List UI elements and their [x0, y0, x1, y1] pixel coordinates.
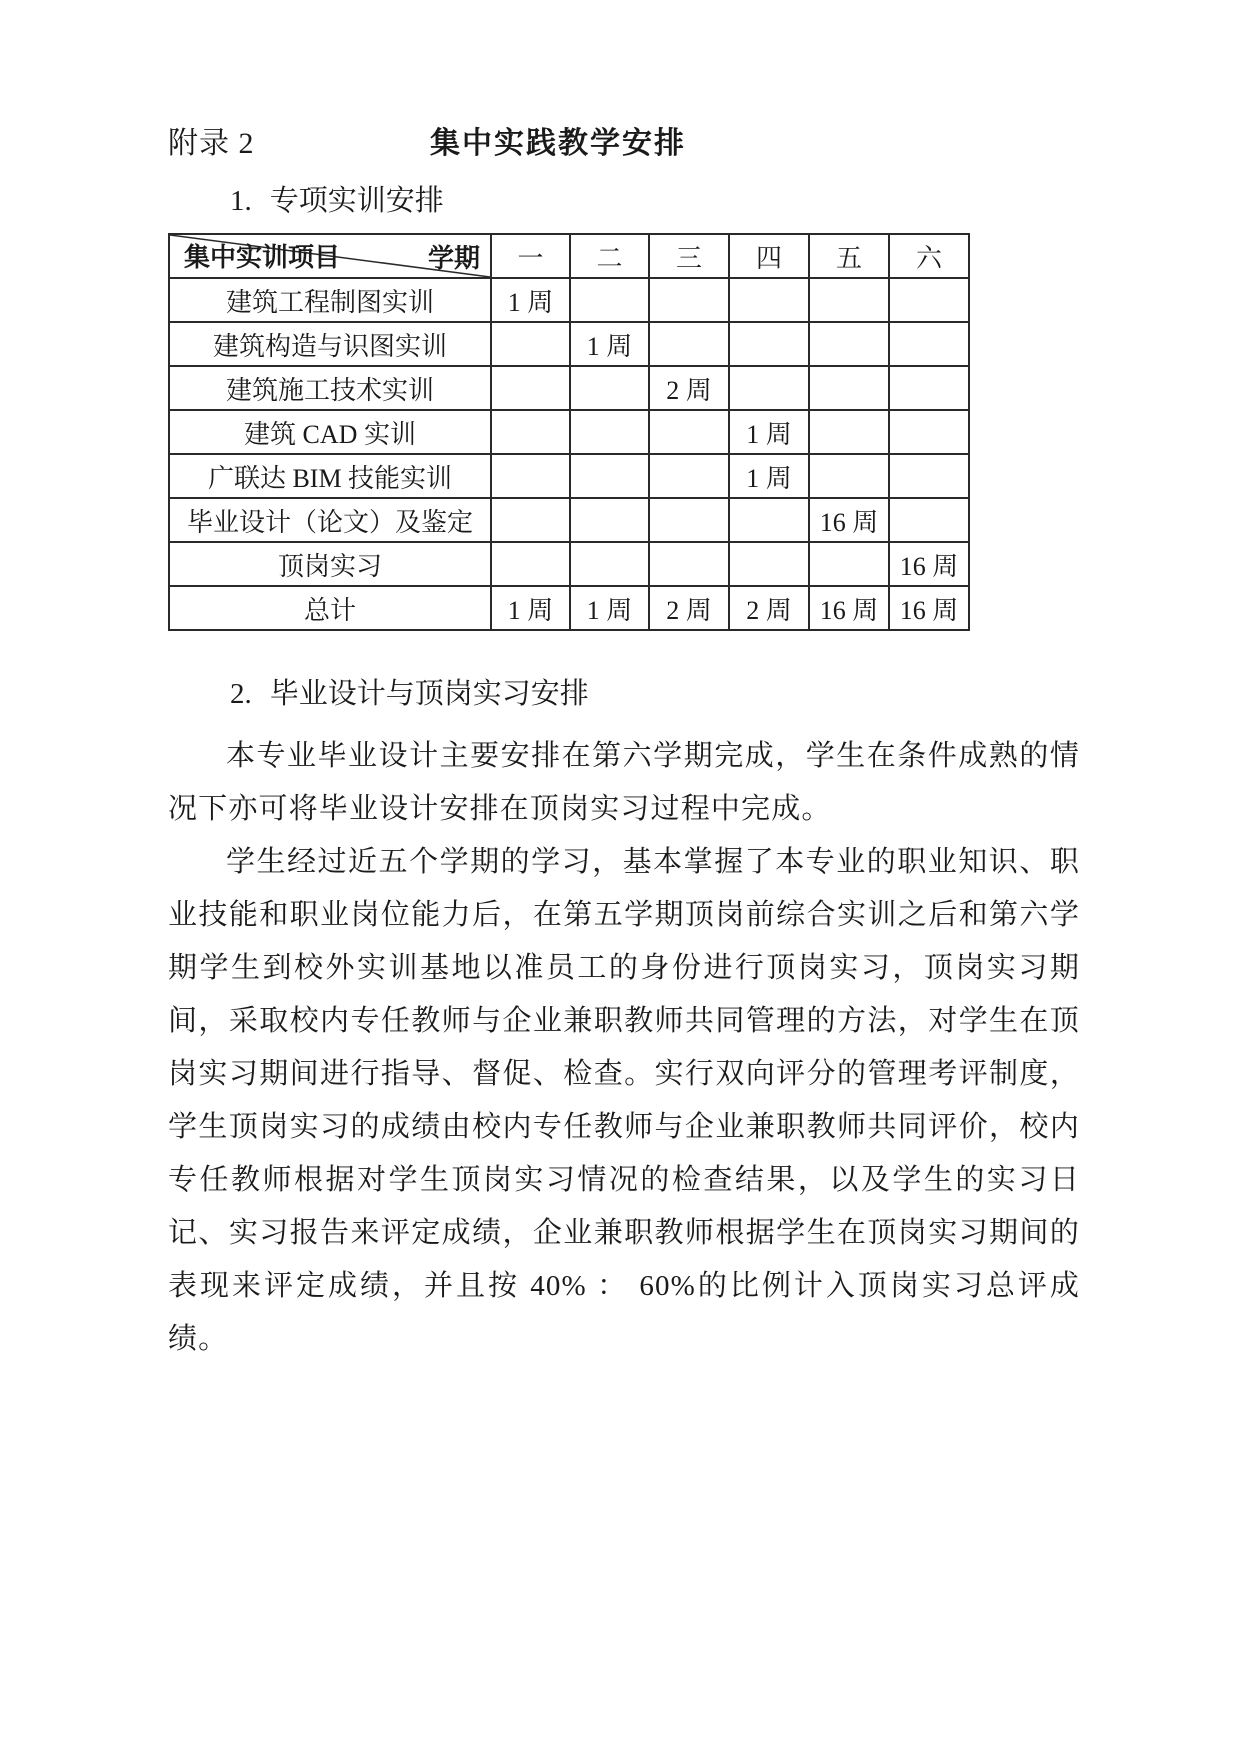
- week-cell: [570, 410, 649, 454]
- week-cell: [491, 322, 570, 366]
- week-cell: [809, 322, 889, 366]
- table-row: [169, 542, 969, 586]
- week-cell: [889, 410, 969, 454]
- week-cell: [889, 454, 969, 498]
- week-cell: [729, 278, 809, 322]
- semester-col-header: 四: [729, 234, 809, 278]
- week-cell: [729, 322, 809, 366]
- week-cell: [889, 278, 969, 322]
- corner-semester-label: 学期: [427, 244, 480, 273]
- week-cell: 2 周: [649, 586, 729, 630]
- title-row: [168, 118, 1082, 162]
- semester-col-header: 五: [809, 234, 889, 278]
- week-cell: [649, 498, 729, 542]
- table-row: [169, 454, 969, 498]
- table-corner-cell: [169, 234, 491, 278]
- week-cell: 16 周: [889, 542, 969, 586]
- week-cell: [809, 366, 889, 410]
- week-cell: [491, 498, 570, 542]
- week-cell: 16 周: [889, 586, 969, 630]
- week-cell: 16 周: [809, 586, 889, 630]
- table-row: [169, 322, 969, 366]
- week-cell: 1 周: [570, 586, 649, 630]
- paragraph: 本专业毕业设计主要安排在第六学期完成，学生在条件成熟的情况下亦可将毕业设计安排在顶岗实习过程中完成。: [168, 740, 1080, 825]
- week-cell: 1 周: [491, 586, 570, 630]
- week-cell: 1 周: [491, 278, 570, 322]
- section-1-number: 1.: [230, 185, 252, 217]
- week-cell: [809, 410, 889, 454]
- row-label: 总计: [169, 586, 491, 630]
- row-label: 广联达 BIM 技能实训: [169, 454, 491, 498]
- week-cell: 2 周: [729, 586, 809, 630]
- week-cell: 16 周: [809, 498, 889, 542]
- week-cell: [570, 454, 649, 498]
- week-cell: 1 周: [729, 410, 809, 454]
- table-row: [169, 410, 969, 454]
- row-label: 建筑构造与识图实训: [169, 322, 491, 366]
- section-2-heading: [230, 671, 1082, 712]
- semester-col-header: 一: [491, 234, 570, 278]
- row-label: 建筑工程制图实训: [169, 278, 491, 322]
- row-label: 建筑施工技术实训: [169, 366, 491, 410]
- week-cell: [570, 498, 649, 542]
- section-2-number: 2.: [230, 678, 252, 710]
- section-1-heading: [230, 178, 1082, 219]
- week-cell: 1 周: [570, 322, 649, 366]
- table-row: [169, 586, 969, 630]
- week-cell: [570, 542, 649, 586]
- week-cell: [491, 366, 570, 410]
- week-cell: [491, 454, 570, 498]
- paragraph: 学生经过近五个学期的学习，基本掌握了本专业的职业知识、职业技能和职业岗位能力后，在第五学期顶岗前综合实训之后和第六学期学生到校外实训基地以准员工的身份进行顶岗实习，顶岗实习期间，采取校内专任教师与企业兼职教师共同管理的方法，对学生在顶岗实习期间进行指导、督促、检查。实行双向评分的管理考评制度，学生顶岗实习的成绩由校内专任教师与企业兼职教师共同评价，校内专任教师根据对学生顶岗实习情况的检查结果，以及学生的实习日记、实习报告来评定成绩，企业兼职教师根据学生在顶岗实习期间的表现来评定成绩，并且按 40% ： 60%的比例计入顶岗实习总评成绩。: [168, 846, 1080, 1355]
- section-1-title: 专项实训安排: [269, 185, 444, 217]
- week-cell: [570, 366, 649, 410]
- page-title: 集中实践教学安排: [430, 127, 686, 160]
- row-label: 顶岗实习: [169, 542, 491, 586]
- corner-project-label: 集中实训项目: [184, 243, 341, 272]
- table-header-row: [169, 234, 969, 278]
- semester-col-header: 三: [649, 234, 729, 278]
- table-row: [169, 278, 969, 322]
- week-cell: [729, 498, 809, 542]
- row-label: 毕业设计（论文）及鉴定: [169, 498, 491, 542]
- row-label: 建筑 CAD 实训: [169, 410, 491, 454]
- week-cell: [649, 410, 729, 454]
- semester-col-header: 二: [570, 234, 649, 278]
- week-cell: [491, 410, 570, 454]
- week-cell: [729, 366, 809, 410]
- semester-col-header: 六: [889, 234, 969, 278]
- appendix-label: 附录 2: [168, 127, 255, 160]
- body-text: [168, 730, 1082, 1366]
- week-cell: 1 周: [729, 454, 809, 498]
- week-cell: [649, 454, 729, 498]
- week-cell: [809, 454, 889, 498]
- section-2-title: 毕业设计与顶岗实习安排: [269, 678, 589, 710]
- training-schedule-table: [168, 233, 970, 631]
- week-cell: [889, 366, 969, 410]
- week-cell: 2 周: [649, 366, 729, 410]
- week-cell: [649, 322, 729, 366]
- week-cell: [649, 542, 729, 586]
- week-cell: [570, 278, 649, 322]
- week-cell: [889, 498, 969, 542]
- week-cell: [649, 278, 729, 322]
- week-cell: [809, 542, 889, 586]
- table-row: [169, 498, 969, 542]
- week-cell: [491, 542, 570, 586]
- week-cell: [729, 542, 809, 586]
- week-cell: [809, 278, 889, 322]
- week-cell: [889, 322, 969, 366]
- table-row: [169, 366, 969, 410]
